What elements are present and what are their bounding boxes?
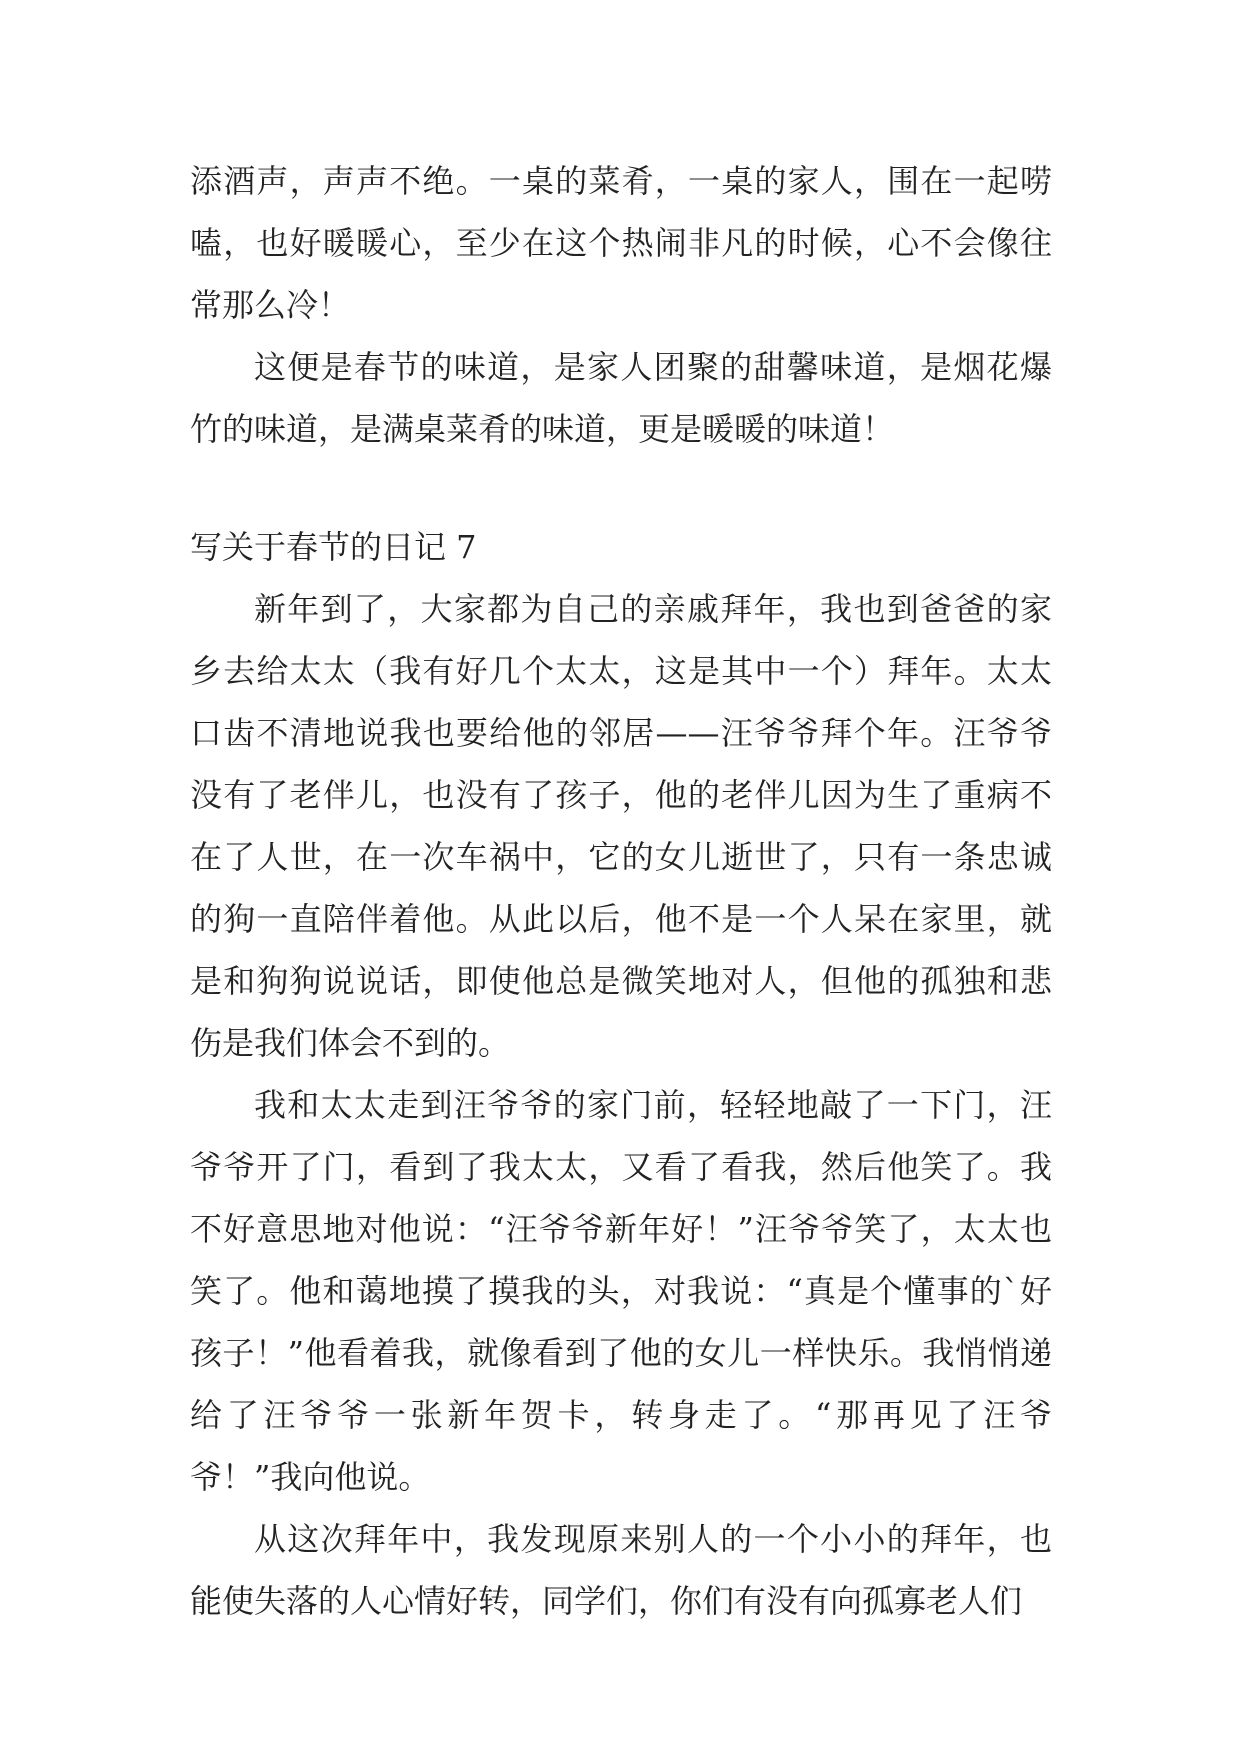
section-gap (190, 460, 1052, 516)
paragraph-conclusion: 从这次拜年中，我发现原来别人的一个小小的拜年，也能使失落的人心情好转，同学们，你们有没有向孤寡老人们 (190, 1520, 1052, 1620)
paragraph-continued: 添酒声，声声不绝。一桌的菜肴，一桌的家人，围在一起唠嗑，也好暖暖心，至少在这个热闹非凡的时候，心不会像往常那么冷！ (190, 162, 1052, 324)
document-body (190, 150, 1052, 1632)
paragraph-grandpa-wang: 我和太太走到汪爷爷的家门前，轻轻地敲了一下门，汪爷爷开了门，看到了我太太，又看了看我，然后他笑了。我不好意思地对他说：“汪爷爷新年好！”汪爷爷笑了，太太也笑了。他和蔼地摸了摸我的头，对我说：“真是个懂事的`好孩子！”他看着我，就像看到了他的女儿一样快乐。我悄悄递给了汪爷爷一张新年贺卡，转身走了。“那再见了汪爷爷！”我向他说。 (190, 1086, 1052, 1496)
paragraph-spring-festival-taste: 这便是春节的味道，是家人团聚的甜馨味道，是烟花爆竹的味道，是满桌菜肴的味道，更是暖暖的味道！ (190, 348, 1052, 448)
section-title: 写关于春节的日记 7 (190, 528, 477, 566)
paragraph-new-year-visit: 新年到了，大家都为自己的亲戚拜年，我也到爸爸的家乡去给太太（我有好几个太太，这是其中一个）拜年。太太口齿不清地说我也要给他的邻居——汪爷爷拜个年。汪爷爷没有了老伴儿，也没有了孩子，他的老伴儿因为生了重病不在了人世，在一次车祸中，它的女儿逝世了，只有一条忠诚的狗一直陪伴着他。从此以后，他不是一个人呆在家里，就是和狗狗说说话，即使他总是微笑地对人，但他的孤独和悲伤是我们体会不到的。 (190, 590, 1052, 1062)
